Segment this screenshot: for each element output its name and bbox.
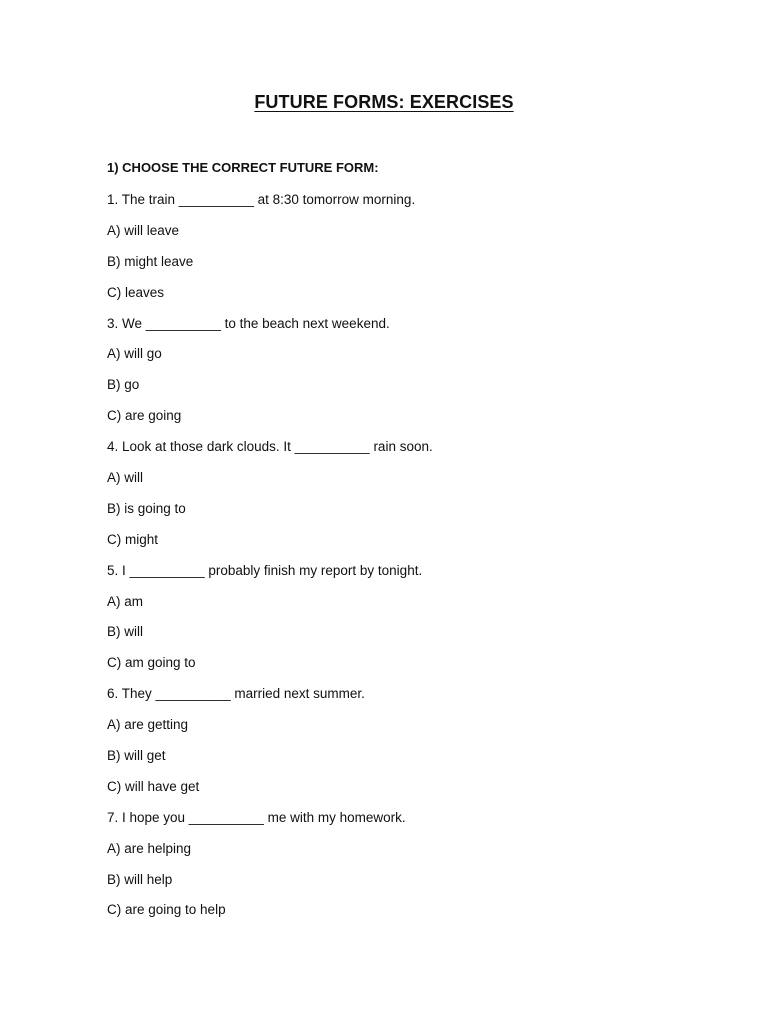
section-heading: 1) CHOOSE THE CORRECT FUTURE FORM:	[107, 160, 379, 175]
question-3-option-c: C) are going	[107, 408, 182, 424]
question-7-option-b: B) will help	[107, 871, 173, 887]
question-3-option-a: A) will go	[107, 346, 162, 362]
question-1: 1. The train __________ at 8:30 tomorrow morning.	[107, 192, 416, 207]
question-7-option-c: C) are going to help	[107, 902, 226, 918]
question-5-option-c: C) am going to	[107, 655, 196, 671]
question-3: 3. We __________ to the beach next weekend.	[107, 315, 390, 331]
question-5-option-b: B) will	[107, 624, 143, 640]
question-4-option-c: C) might	[107, 531, 159, 547]
question-1-option-a: A) will leave	[107, 222, 180, 238]
question-6-option-a: A) are getting	[107, 717, 189, 733]
question-7-option-a: A) are helping	[107, 840, 192, 856]
question-4-option-a: A) will	[107, 470, 143, 486]
exercise-list	[107, 191, 707, 932]
page-title: FUTURE FORMS: EXERCISES	[254, 92, 514, 112]
question-7: 7. I hope you __________ me with my homework.	[107, 809, 406, 825]
question-4: 4. Look at those dark clouds. It __________ rain soon.	[107, 439, 433, 455]
question-5-option-a: A) am	[107, 593, 144, 609]
question-6: 6. They __________ married next summer.	[107, 686, 365, 702]
question-6-option-b: B) will get	[107, 748, 166, 764]
question-6-option-c: C) will have get	[107, 778, 200, 794]
question-1-option-b: B) might leave	[107, 253, 194, 269]
question-1-option-c: C) leaves	[107, 284, 165, 300]
question-3-option-b: B) go	[107, 377, 140, 393]
question-5: 5. I __________ probably finish my report by tonight.	[107, 562, 423, 578]
question-4-option-b: B) is going to	[107, 500, 186, 516]
